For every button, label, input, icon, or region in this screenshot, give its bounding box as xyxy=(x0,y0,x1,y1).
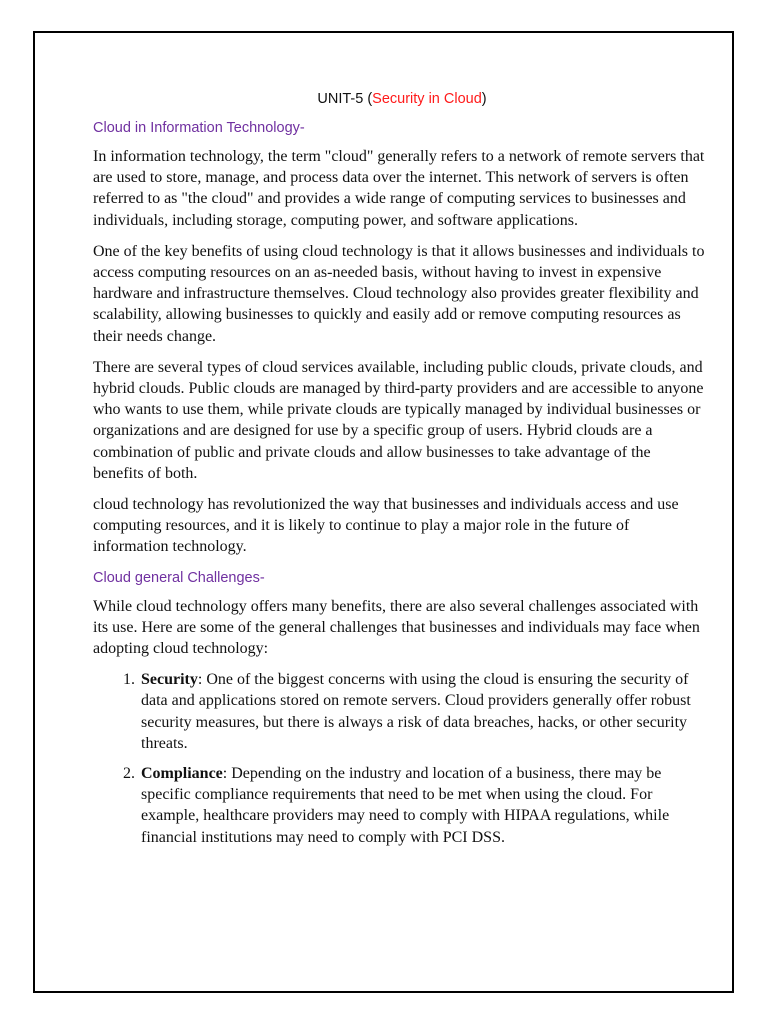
title-prefix: UNIT-5 ( xyxy=(317,91,373,107)
list-item-text: : One of the biggest concerns with using the cloud is ensuring the security of data and applications stored on remote servers. Cloud providers generally offer robust security measures, but there is always a risk of data breaches, hacks, or other security threats. xyxy=(141,671,691,752)
list-item xyxy=(139,763,705,848)
title-suffix: ) xyxy=(481,91,487,107)
paragraph: In information technology, the term "cloud" generally refers to a network of remote servers that are used to store, manage, and process data over the internet. This network of servers is often referred to as "the cloud" and provides a wide range of computing services to businesses and individuals, including storage, computing power, and software applications. xyxy=(93,148,705,229)
title-accent: Security in Cloud xyxy=(372,91,482,107)
section-heading-challenges: Cloud general Challenges- xyxy=(93,569,265,586)
paragraph-challenges-intro: While cloud technology offers many benefits, there are also several challenges associated with its use. Here are some of the general challenges that businesses and individuals may face when adopting cloud technology: xyxy=(93,597,700,658)
challenges-list xyxy=(93,669,705,848)
list-item-text: : Depending on the industry and location of a business, there may be specific compliance requirements that need to be met when using the cloud. For example, healthcare providers may need to comply with HIPAA regulations, while financial institutions may need to comply with PCI DSS. xyxy=(141,765,670,846)
paragraph: There are several types of cloud services available, including public clouds, private clouds, and hybrid clouds. Public clouds are managed by third-party providers and are accessible to anyone who wants to use them, while private clouds are typically managed by individual businesses or organizations and are designed for use by a specific group of users. Hybrid clouds are a combination of public and private clouds and allow businesses to take advantage of the benefits of both. xyxy=(93,358,704,482)
list-item xyxy=(139,669,705,754)
paragraph: One of the key benefits of using cloud technology is that it allows businesses and individuals to access computing resources on an as-needed basis, without having to invest in expensive hardware and infrastructure themselves. Cloud technology also provides greater flexibility and scalability, allowing businesses to quickly and easily add or remove computing resources as their needs change. xyxy=(93,242,705,345)
section-heading-cloud-it: Cloud in Information Technology- xyxy=(93,120,305,136)
paragraph: cloud technology has revolutionized the way that businesses and individuals access and use computing resources, and it is likely to continue to play a major role in the future of information technology. xyxy=(93,496,679,556)
list-item-term: Security xyxy=(141,671,198,689)
list-item-term: Compliance xyxy=(141,765,223,783)
page-title xyxy=(93,86,705,112)
document-body xyxy=(93,86,705,857)
